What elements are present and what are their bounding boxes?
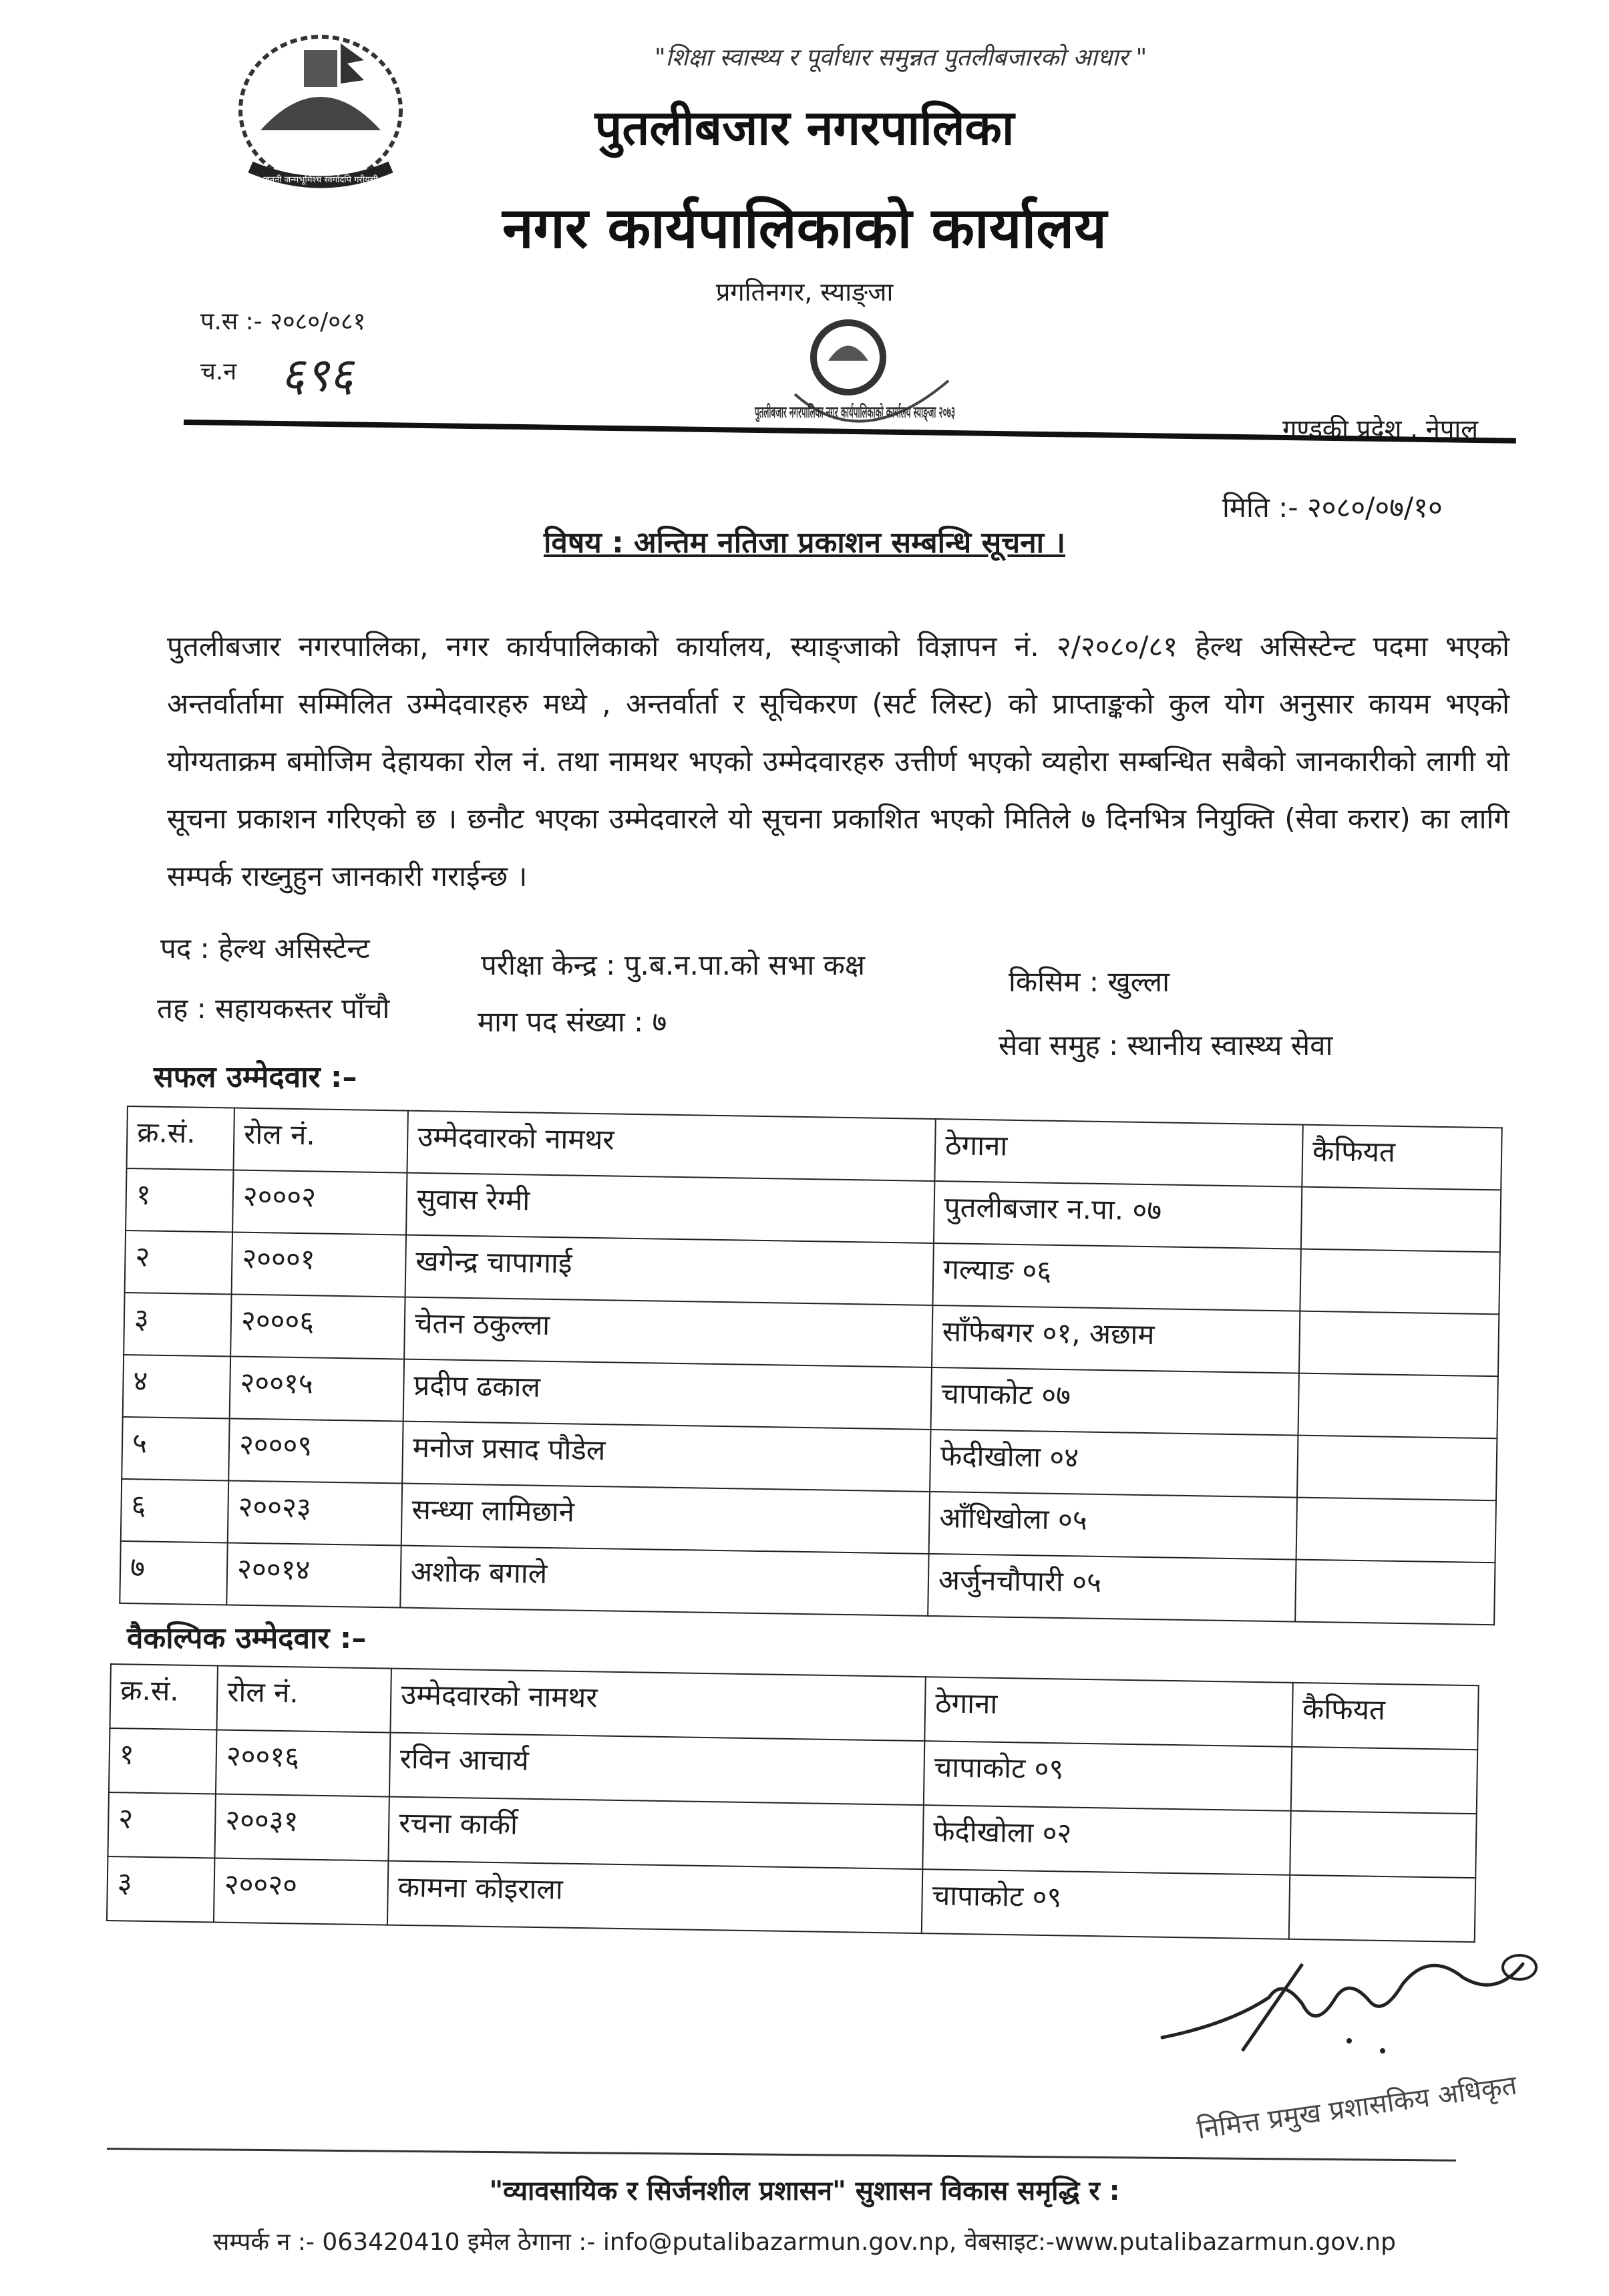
service-group: सेवा समुह : स्थानीय स्वास्थ्य सेवा	[999, 1029, 1333, 1061]
notice-body: पुतलीबजार नगरपालिका, नगर कार्यपालिकाको कार्यालय, स्याङ्जाको विज्ञापन नं. २/२०८०/८१ हेल्थ असिस्टेन्ट पदमा भएको अन्तर्वार्तामा सम्मिलित उम्मेदवारहरु मध्ये , अन्तर्वार्ता र सूचिकरण (सर्ट लिस्ट) को प्राप्ताङ्कको कुल योग अनुसार कायम भएको योग्यताक्रम बमोजिम देहायका रोल नं. तथा नामथर भएको उम्मेदवारहरु उत्तीर्ण भएको व्यहोरा सम्बन्धित सबैको जानकारीको लागी यो सूचना प्रकाशन गरिएको छ । छनौट भएका उम्मेदवारले यो सूचना प्रकाशित भएको मितिले ७ दिनभित्र नियुक्ति (सेवा करार) का लागि सम्पर्क राख्नुहुन जानकारी गराईन्छ ।	[167, 630, 1509, 892]
footer-divider	[107, 2148, 1456, 2162]
level: तह : सहायकस्तर पाँचौ	[157, 992, 390, 1025]
notice-subject: विषय : अन्तिम नतिजा प्रकाशन सम्बन्धि सूचना ।	[543, 526, 1066, 560]
cell-sn: ३	[124, 1293, 231, 1357]
cell-name: रचना कार्की	[388, 1797, 923, 1870]
cell-remarks	[1301, 1187, 1501, 1253]
cell-address: पुतलीबजार न.पा. ०७	[934, 1181, 1302, 1249]
cell-name: चेतन ठकुल्ला	[404, 1297, 932, 1367]
col-roll: रोल नं.	[234, 1108, 408, 1173]
seal-text: पुतलीबजार नगरपालिका नगर कार्यपालिकाको कार्यालय स्याङ्जा २०७३	[755, 403, 1164, 422]
footer-contact: सम्पर्क न :- 063420410 इमेल ठेगाना :- info@putalibazarmun.gov.np, वेबसाइट:-www.putalibazarmun.gov.np	[213, 2229, 1396, 2256]
cell-name: प्रदीप ढकाल	[403, 1359, 932, 1430]
signature-image	[1149, 1937, 1550, 2091]
col-address: ठेगाना	[934, 1119, 1302, 1187]
cell-address: फेदीखोला ०२	[922, 1805, 1290, 1875]
cell-address: अर्जुनचौपारी ०५	[928, 1554, 1296, 1622]
cell-roll: २०००९	[228, 1418, 403, 1483]
cell-roll: २००१५	[230, 1356, 404, 1421]
cell-address: गल्याङ ०६	[932, 1243, 1300, 1311]
reference-number: प.स :- २०८०/०८१	[200, 308, 366, 335]
cell-roll: २००२३	[228, 1480, 402, 1545]
col-remarks: कैफियत	[1292, 1683, 1478, 1750]
cell-sn: ४	[123, 1355, 230, 1419]
recruitment-type: किसिम : खुल्ला	[1009, 965, 1170, 998]
col-name: उम्मेदवारको नामथर	[390, 1669, 925, 1742]
alternate-candidates-table	[106, 1663, 1479, 1943]
successful-heading: सफल उम्मेदवार :–	[154, 1060, 357, 1094]
cell-roll: २००२०	[214, 1858, 388, 1925]
cell-remarks	[1289, 1875, 1475, 1942]
cell-address: चापाकोट ०७	[931, 1367, 1299, 1436]
municipality-name: पुतलीबजार नगरपालिका	[594, 100, 1015, 156]
cell-remarks	[1290, 1811, 1476, 1878]
cell-remarks	[1300, 1249, 1499, 1315]
slogan: "शिक्षा स्वास्थ्य र पूर्वाधार समुन्नत पुतलीबजारको आधार "	[655, 44, 1147, 71]
cell-remarks	[1298, 1373, 1497, 1439]
cell-remarks	[1295, 1560, 1495, 1625]
cell-address: चापाकोट ०९	[922, 1869, 1290, 1939]
cell-address: आँधिखोला ०५	[929, 1492, 1297, 1560]
vacancy-count: माग पद संख्या : ७	[478, 1005, 667, 1038]
cell-name: खगेन्द्र चापागाई	[405, 1235, 934, 1305]
cell-name: मनोज प्रसाद पौडेल	[402, 1422, 930, 1492]
cell-name: कामना कोइराला	[387, 1861, 922, 1934]
cell-address: चापाकोट ०९	[924, 1741, 1292, 1811]
dispatch-number-label: च.न	[200, 358, 237, 385]
col-remarks: कैफियत	[1302, 1125, 1501, 1190]
cell-sn: ३	[107, 1856, 214, 1923]
cell-sn: ६	[121, 1479, 228, 1543]
issue-date: मिति :- २०८०/०७/१०	[1222, 491, 1443, 524]
cell-roll: २०००६	[230, 1294, 405, 1359]
alternate-heading: वैकल्पिक उम्मेदवार :–	[127, 1621, 367, 1655]
cell-sn: २	[108, 1792, 215, 1858]
col-name: उम्मेदवारको नामथर	[407, 1111, 935, 1181]
office-name: नगर कार्यपालिकाको कार्यालय	[502, 195, 1107, 261]
col-sn: क्र.सं.	[127, 1106, 234, 1170]
cell-roll: २०००१	[232, 1233, 406, 1297]
cell-name: सुवास रेग्मी	[406, 1173, 934, 1243]
successful-candidates-table	[119, 1106, 1502, 1625]
cell-remarks	[1299, 1311, 1499, 1377]
exam-center: परीक्षा केन्द्र : पु.ब.न.पा.को सभा कक्ष	[481, 949, 865, 981]
cell-roll: २०००२	[232, 1170, 407, 1235]
office-seal-stamp	[735, 294, 1164, 501]
office-address: प्रगतिनगर, स्याङ्जा	[715, 277, 894, 307]
col-roll: रोल नं.	[216, 1666, 391, 1733]
emblem-motto: जननी जन्मभूमिश्च स्वर्गादपि गरीयसी	[263, 175, 378, 185]
cell-roll: २००१४	[226, 1542, 401, 1607]
cell-remarks	[1296, 1498, 1496, 1563]
cell-sn: ५	[122, 1417, 229, 1481]
dispatch-number-value: ६९६	[281, 347, 354, 402]
footer-motto: "व्यावसायिक र सिर्जनशील प्रशासन" सुशासन विकास समृद्धि र :	[489, 2176, 1120, 2206]
cell-name: रविन आचार्य	[389, 1733, 924, 1806]
col-sn: क्र.सं.	[110, 1664, 217, 1730]
col-address: ठेगाना	[924, 1677, 1292, 1747]
cell-sn: १	[126, 1168, 233, 1233]
cell-remarks	[1297, 1436, 1497, 1501]
cell-roll: २००३१	[214, 1794, 389, 1861]
cell-sn: १	[109, 1728, 216, 1794]
cell-remarks	[1291, 1747, 1477, 1814]
cell-sn: ७	[120, 1541, 227, 1605]
cell-address: साँफेबगर ०१, अछाम	[932, 1305, 1300, 1373]
signatory-title: निमित्त प्रमुख प्रशासकिय अधिकृत	[1195, 2070, 1519, 2146]
cell-name: सन्ध्या लामिछाने	[401, 1484, 930, 1554]
province: गण्डकी प्रदेश , नेपाल	[1282, 414, 1479, 444]
cell-name: अशोक बगाले	[400, 1546, 928, 1616]
cell-roll: २००१६	[216, 1730, 390, 1797]
post: पद : हेल्थ असिस्टेन्ट	[160, 932, 370, 965]
cell-sn: २	[125, 1231, 232, 1295]
cell-address: फेदीखोला ०४	[930, 1430, 1298, 1498]
